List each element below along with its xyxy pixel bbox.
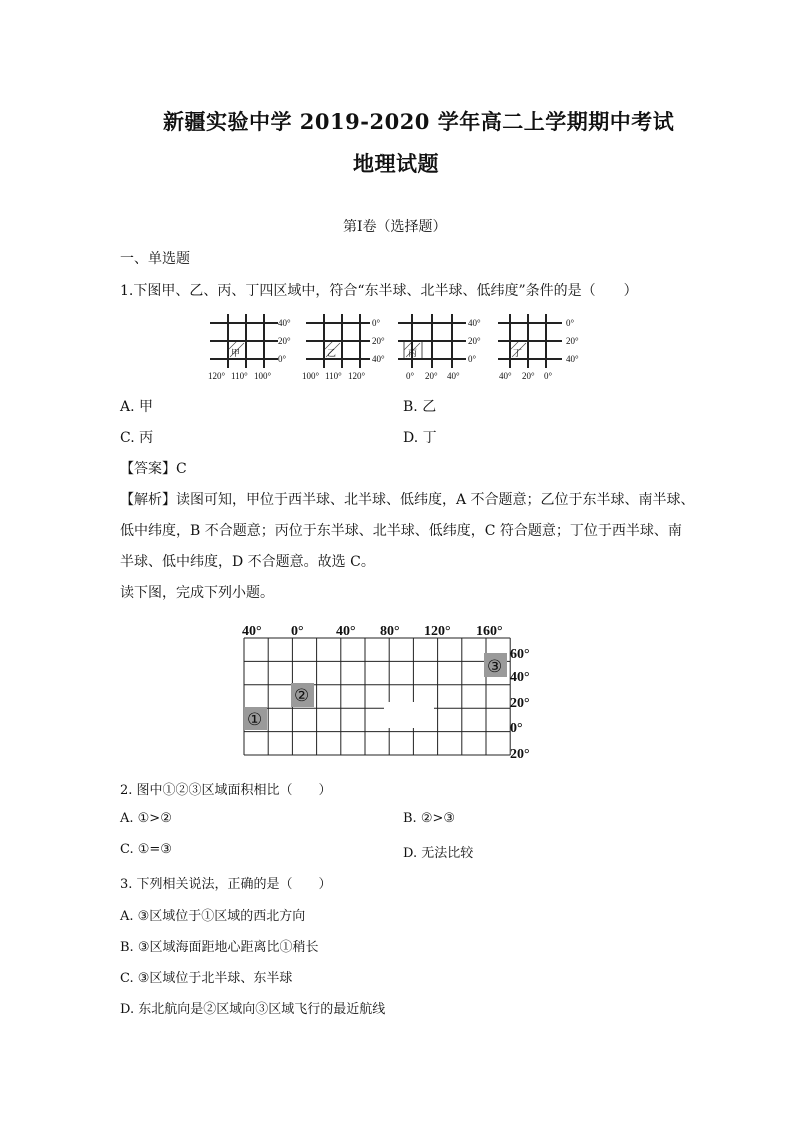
- region-1-label: ①: [247, 710, 263, 729]
- lon-label: 80°: [380, 624, 400, 639]
- q3-option-a[interactable]: A. ③区域位于①区域的西北方向: [120, 909, 306, 924]
- q2-option-a[interactable]: A. ①>②: [120, 811, 172, 826]
- map-jia-lat: 20°: [278, 336, 291, 346]
- q1-option-d[interactable]: D. 丁: [403, 430, 437, 446]
- region-3-label: ③: [487, 657, 503, 676]
- region-2-label: ②: [294, 686, 310, 705]
- lon-label: 40°: [336, 624, 356, 639]
- map-ding-lon: 0°: [544, 371, 553, 381]
- q1-analysis-line: 半球、低中纬度，D 不合题意。故选 C。: [120, 554, 375, 570]
- map-bing-lat: 20°: [468, 336, 481, 346]
- q2-stem: 2. 图中①②③区域面积相比（ ）: [120, 783, 332, 798]
- map-ding: [496, 314, 586, 382]
- map-yi-lat: 0°: [372, 318, 381, 328]
- read-instruction: 读下图，完成下列小题。: [120, 585, 274, 601]
- q1-option-b[interactable]: B. 乙: [403, 399, 437, 415]
- blank-patch: [384, 702, 434, 728]
- q3-option-c[interactable]: C. ③区域位于北半球、东半球: [120, 971, 293, 986]
- map-bing-lon: 20°: [425, 371, 438, 381]
- map-jia-region: 甲: [231, 348, 241, 358]
- lat-label: 60°: [510, 647, 530, 662]
- q1-analysis-line: 【解析】读图可知，甲位于西半球、北半球、低纬度，A 不合题意；乙位于东半球、南半球、: [120, 492, 695, 508]
- map-ding-lat: 0°: [566, 318, 575, 328]
- map-bing-region: 丙: [408, 348, 418, 358]
- map-jia: [206, 314, 296, 382]
- lat-label: 20°: [510, 696, 530, 711]
- big-grid-map: [236, 620, 546, 762]
- map-jia-lon: 120°: [208, 371, 226, 381]
- q1-option-a[interactable]: A. 甲: [120, 399, 154, 415]
- lon-label: 160°: [476, 624, 503, 639]
- map-yi-lat: 40°: [372, 354, 385, 364]
- lat-label: 0°: [510, 721, 523, 736]
- map-bing-lon: 0°: [406, 371, 415, 381]
- map-bing-lat: 40°: [468, 318, 481, 328]
- lon-label: 0°: [291, 624, 304, 639]
- q1-analysis-line: 低中纬度，B 不合题意；丙位于东半球、北半球、低纬度，C 符合题意；丁位于西半球、南: [120, 523, 682, 539]
- map-yi: [302, 314, 392, 382]
- lon-label: 40°: [242, 624, 262, 639]
- map-yi-lon: 110°: [325, 371, 342, 381]
- map-ding-region: 丁: [513, 348, 523, 358]
- lat-label: 40°: [510, 670, 530, 685]
- map-yi-region: 乙: [327, 348, 337, 358]
- q3-stem: 3. 下列相关说法，正确的是（ ）: [120, 877, 332, 892]
- map-jia-lon: 100°: [254, 371, 272, 381]
- q1-option-c[interactable]: C. 丙: [120, 430, 154, 446]
- map-yi-lon: 100°: [302, 371, 320, 381]
- map-bing-lat: 0°: [468, 354, 477, 364]
- map-jia-lon: 110°: [231, 371, 248, 381]
- lon-label: 120°: [424, 624, 451, 639]
- q1-stem: 1.下图甲、乙、丙、丁四区域中，符合“东半球、北半球、低纬度”条件的是（ ）: [120, 283, 638, 299]
- map-yi-lon: 120°: [348, 371, 366, 381]
- map-ding-lon: 20°: [522, 371, 535, 381]
- q2-option-c[interactable]: C. ①=③: [120, 842, 172, 857]
- q1-answer: 【答案】C: [120, 461, 187, 477]
- q3-option-b[interactable]: B. ③区域海面距地心距离比①稍长: [120, 940, 319, 955]
- map-ding-lat: 20°: [566, 336, 579, 346]
- map-jia-lat: 40°: [278, 318, 291, 328]
- q2-option-d[interactable]: D. 无法比较: [403, 846, 474, 861]
- section-heading: 第Ⅰ卷（选择题）: [343, 219, 447, 235]
- map-ding-lon: 40°: [499, 371, 512, 381]
- map-jia-lat: 0°: [278, 354, 287, 364]
- exam-title: 新疆实验中学 2019-2020 学年高二上学期期中考试: [163, 109, 675, 134]
- exam-subtitle: 地理试题: [353, 151, 439, 176]
- map-bing-lon: 40°: [447, 371, 460, 381]
- q3-option-d[interactable]: D. 东北航向是②区域向③区域飞行的最近航线: [120, 1002, 386, 1017]
- map-yi-lat: 20°: [372, 336, 385, 346]
- map-ding-lat: 40°: [566, 354, 579, 364]
- q2-option-b[interactable]: B. ②>③: [403, 811, 456, 826]
- map-bing: [398, 314, 488, 382]
- part-heading: 一、单选题: [120, 251, 190, 267]
- lat-label: 20°: [510, 747, 530, 762]
